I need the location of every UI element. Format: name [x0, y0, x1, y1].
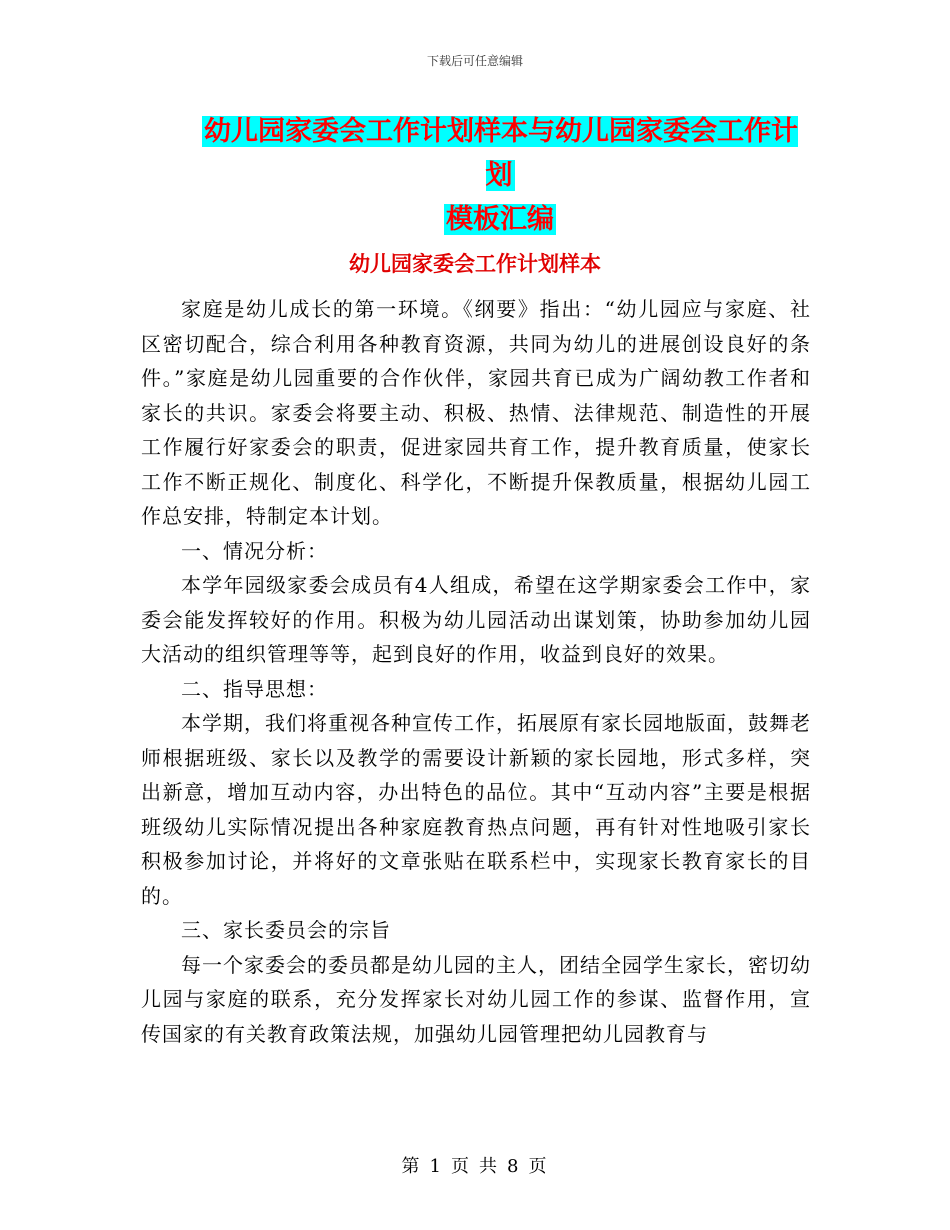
paragraph: 每一个家委会的委员都是幼儿园的主人，团结全园学生家长，密切幼儿园与家庭的联系，充分发挥家长对幼儿园工作的参谋、监督作用，宣传国家的有关教育政策法规，加强幼儿园管理把幼儿园教育与 — [141, 952, 811, 1046]
paragraph: 本学期，我们将重视各种宣传工作，拓展原有家长园地版面，鼓舞老师根据班级、家长以及教学的需要设计新颖的家长园地，形式多样，突出新意，增加互动内容，办出特色的品位。其中“互动内容”主要是根据班级幼儿实际情况提出各种家庭教育热点问题，再有针对性地吸引家长积极参加讨论，并将好的文章张贴在联系栏中，实现家长教育家长的目的。 — [141, 711, 811, 908]
paragraph: 三、家长委员会的宗旨 — [181, 918, 391, 942]
page-label-total-prefix: 共 — [479, 1156, 499, 1177]
paragraph: 家庭是幼儿成长的第一环境。《纲要》指出：“幼儿园应与家庭、社区密切配合，综合利用各种教育资源，共同为幼儿的进展创设良好的条件。”家庭是幼儿园重要的合作伙伴，家园共育已成为广阔幼教工作者和家长的共识。家委会将要主动、积极、热情、法律规范、制造性的开展工作履行好家委会的职责，促进家园共育工作，提升教育质量，使家长工作不断正规化、制度化、科学化，不断提升保教质量，根据幼儿园工作总安排，特制定本计划。 — [141, 297, 811, 528]
document-title-line2: 模板汇编 — [446, 204, 554, 235]
total-pages-number: 8 — [507, 1156, 521, 1177]
document-title — [190, 110, 810, 242]
page-label-mid1: 页 — [451, 1156, 471, 1177]
body-text — [141, 292, 811, 1051]
page-label-prefix: 第 — [401, 1156, 422, 1177]
page-label-mid2: 页 — [528, 1156, 549, 1177]
paragraph: 二、指导思想： — [181, 676, 328, 701]
section-title: 幼儿园家委会工作计划样本 — [349, 252, 601, 276]
header-note: 下载后可任意编辑 — [426, 54, 523, 68]
page-footer — [0, 1152, 950, 1178]
current-page-number: 1 — [429, 1156, 443, 1177]
paragraph: 一、情况分析： — [181, 538, 328, 563]
paragraph: 本学年园级家委会成员有4人组成，希望在这学期家委会工作中，家委会能发挥较好的作用。积极为幼儿园活动出谋划策，协助参加幼儿园大活动的组织管理等等，起到良好的作用，收益到良好的效果。 — [141, 573, 811, 666]
document-title-line1: 幼儿园家委会工作计划样本与幼儿园家委会工作计划 — [204, 116, 798, 191]
